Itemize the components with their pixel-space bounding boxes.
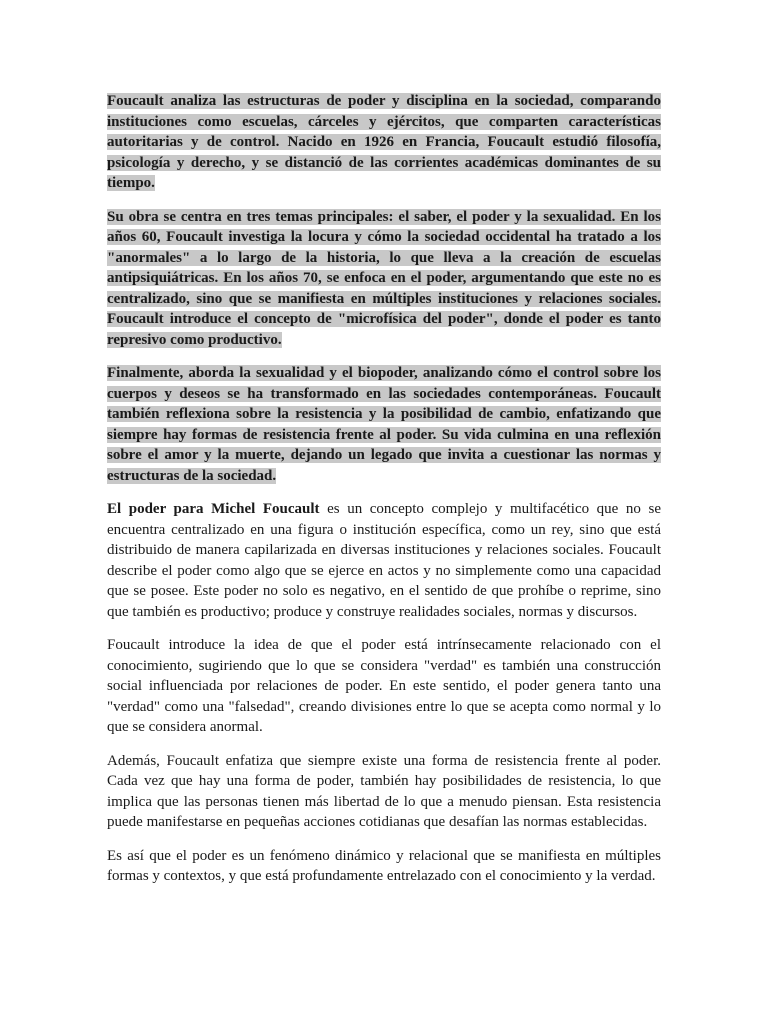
bold-lead-phrase: El poder para Michel Foucault: [107, 501, 320, 517]
highlighted-text: Finalmente, aborda la sexualidad y el biopoder, analizando cómo el control sobre los cuerpos y deseos se ha transformado en las sociedades contemporáneas. Foucault también reflexiona sobre la resistencia y la posibilidad de cambio, enfatizando que siempre hay formas de resistencia frente al poder. Su vida culmina en una reflexión sobre el amor y la muerte, dejando un legado que invita a cuestionar las normas y estructuras de la sociedad.: [107, 365, 661, 484]
paragraph-text: es un concepto complejo y multifacético que no se encuentra centralizado en una figura o institución específica, como un rey, sino que está distribuido de manera capilarizada en diversas instituciones y relaciones sociales. Foucault describe el poder como algo que se ejerce en actos y no simplemente como una capacidad que se posee. Este poder no solo es negativo, en el sentido de que prohíbe o reprime, sino que también es productivo; produce y construye realidades sociales, normas y discursos.: [107, 501, 661, 620]
document-body: [107, 91, 661, 900]
highlighted-text: Foucault analiza las estructuras de poder y disciplina en la sociedad, comparando instituciones como escuelas, cárceles y ejércitos, que comparten características autoritarias y de control. Nacido en 1926 en Francia, Foucault estudió filosofía, psicología y derecho, y se distanció de las corrientes académicas dominantes de su tiempo.: [107, 93, 661, 191]
body-paragraph: Es así que el poder es un fenómeno dinámico y relacional que se manifiesta en múltiples formas y contextos, y que está profundamente entrelazado con el conocimiento y la verdad.: [107, 847, 661, 884]
highlighted-paragraph: [107, 91, 661, 194]
body-paragraph: Foucault introduce la idea de que el poder está intrínsecamente relacionado con el conocimiento, sugiriendo que lo que se considera "verdad" es también una construcción social influenciada por relaciones de poder. En este sentido, el poder genera tanto una "verdad" como una "falsedad", creando divisiones entre lo que se acepta como normal y lo que se considera anormal.: [107, 637, 661, 735]
body-paragraph: Además, Foucault enfatiza que siempre existe una forma de resistencia frente al poder. Cada vez que hay una forma de poder, también hay posibilidades de resistencia, lo que implica que las personas tienen más libertad de lo que a menudo piensan. Esta resistencia puede manifestarse en pequeñas acciones cotidianas que desafían las normas establecidas.: [107, 752, 661, 830]
highlighted-paragraph: [107, 207, 661, 351]
body-paragraph-intro: [107, 499, 661, 622]
highlighted-text: Su obra se centra en tres temas principales: el saber, el poder y la sexualidad. En los años 60, Foucault investiga la locura y cómo la sociedad occidental ha tratado a los "anormales" a lo largo de la historia, lo que lleva a la creación de escuelas antipsiquiátricas. En los años 70, se enfoca en el poder, argumentando que este no es centralizado, sino que se manifiesta en múltiples instituciones y relaciones sociales. Foucault introduce el concepto de "microfísica del poder", donde el poder es tanto represivo como productivo.: [107, 208, 661, 348]
highlighted-paragraph: [107, 363, 661, 486]
